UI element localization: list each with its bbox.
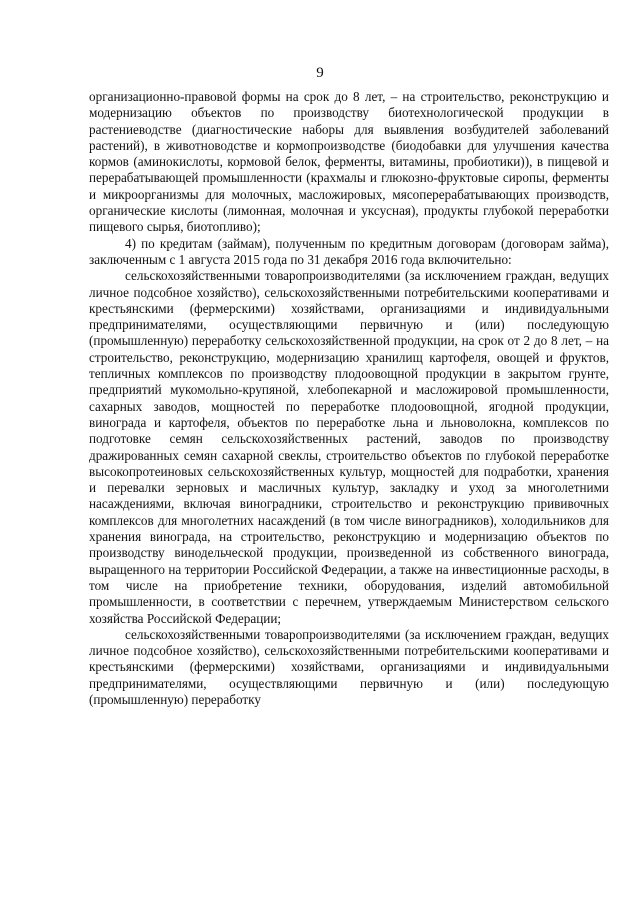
paragraph-producers-continued: сельскохозяйственными товаропроизводителями (за исключением граждан, ведущих личное подсобное хозяйство), сельскохозяйственными потребительскими кооперативами и крестьянскими (фермерскими) хозяйствами, организациями и индивидуальными предпринимателями, осуществляющими первичную и (или) последующую (промышленную) переработку: [89, 626, 609, 707]
document-body: [89, 89, 609, 708]
paragraph-item-4: 4) по кредитам (займам), полученным по кредитным договорам (договорам займа), заключенным с 1 августа 2015 года по 31 декабря 2016 года включительно:: [89, 235, 609, 267]
page-number: 9: [316, 65, 324, 81]
paragraph-producers-2-to-8-years: сельскохозяйственными товаропроизводителями (за исключением граждан, ведущих личное подсобное хозяйство), сельскохозяйственными потребительскими кооперативами и крестьянскими (фермерскими) хозяйствами, организациями и индивидуальными предпринимателями, осуществляющими первичную и (или) последующую (промышленную) переработку сельскохозяйственной продукции, на срок от 2 до 8 лет, – на строительство, реконструкцию, модернизацию хранилищ картофеля, овощей и фруктов, тепличных комплексов по производству плодоовощной продукции в закрытом грунте, предприятий мукомольно-крупяной, хлебопекарной и масложировой промышленности, сахарных заводов, мощностей по переработке плодоовощной, ягодной продукции, винограда и картофеля, объектов по переработке льна и льноволокна, комплексов по подготовке семян сельскохозяйственных растений, заводов по производству дражированных семян сахарной свеклы, строительство объектов по глубокой переработке высокопротеиновых сельскохозяйственных культур, мощностей для подработки, хранения и перевалки зерновых и масличных культур, закладку и уход за многолетними насаждениями, включая виноградники, строительство и реконструкцию прививочных комплексов для многолетних насаждений (в том числе виноградников), холодильников для хранения винограда, на строительство, реконструкцию и модернизацию объектов по производству винодельческой продукции, произведенной из собственного винограда, выращенного на территории Российской Федерации, а также на инвестиционные расходы, в том числе на приобретение техники, оборудования, изделий автомобильной промышленности, в соответствии с перечнем, утверждаемым Министерством сельского хозяйства Российской Федерации;: [89, 268, 609, 626]
paragraph-continuation: организационно-правовой формы на срок до 8 лет, – на строительство, реконструкцию и модернизацию объектов по производству биотехнологической продукции в растениеводстве (диагностические наборы для выявления возбудителей заболеваний растений), в животноводстве и кормопроизводстве (биодобавки для улучшения качества кормов (аминокислоты, кормовой белок, ферменты, витамины, пробиотики)), в пищевой и перерабатывающей промышленности (крахмалы и глюкозно-фруктовые сиропы, ферменты и микроорганизмы для молочных, масложировых, мясоперерабатывающих производств, органические кислоты (лимонная, молочная и уксусная), продукты глубокой переработки пищевого сырья, биотопливо);: [89, 89, 609, 235]
